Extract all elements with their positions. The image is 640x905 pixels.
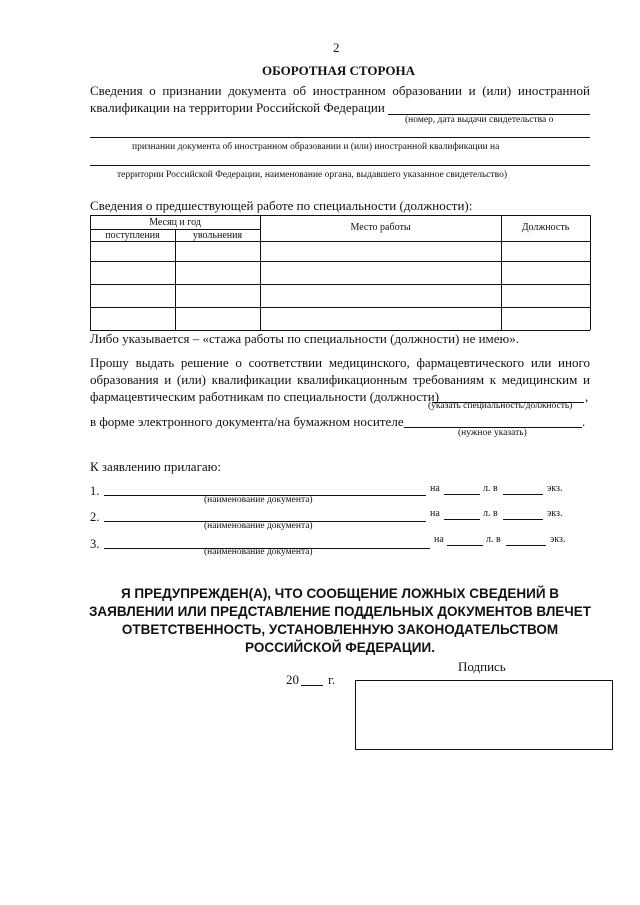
attachment-hint: (наименование документа) bbox=[204, 495, 313, 505]
table-header-end: увольнения bbox=[192, 230, 243, 241]
attachment-number: 1. bbox=[90, 484, 100, 498]
recognition-fill-line-3[interactable] bbox=[90, 165, 590, 166]
word: соответствии bbox=[248, 355, 323, 370]
word: (или) bbox=[176, 372, 206, 387]
word: образования bbox=[90, 372, 159, 387]
request-line4: в форме электронного документа/на бумажном носителе bbox=[90, 414, 404, 429]
signature-box[interactable] bbox=[355, 680, 613, 750]
word: и bbox=[164, 372, 172, 387]
table-header-start: поступления bbox=[105, 230, 160, 241]
word: признании bbox=[162, 83, 222, 98]
word: требованиям bbox=[412, 372, 485, 387]
attachment-number: 2. bbox=[90, 510, 100, 524]
recognition-hint-2: признании документа об иностранном образовании и (или) иностранной квалификации на bbox=[132, 142, 500, 152]
page-number: 2 bbox=[333, 40, 340, 55]
recognition-hint-1: (номер, дата выдачи свидетельства о bbox=[405, 115, 554, 125]
word: образовании bbox=[392, 83, 462, 98]
recognition-fill-line-2[interactable] bbox=[90, 137, 590, 138]
word: медицинского, bbox=[328, 355, 410, 370]
word: иностранной bbox=[517, 83, 590, 98]
recognition-hint-3: территории Российской Федерации, наименование органа, выдавшего указанное свидетельство) bbox=[117, 170, 508, 180]
word: Сведения bbox=[90, 83, 143, 98]
word: и bbox=[468, 83, 476, 98]
word: иностранном bbox=[312, 83, 386, 98]
page-heading: ОБОРОТНАЯ СТОРОНА bbox=[262, 63, 415, 78]
word: квалификации bbox=[211, 372, 292, 387]
word: фармацевтического bbox=[416, 355, 525, 370]
work-title: Сведения о предшествующей работе по специальности (должности): bbox=[90, 198, 473, 213]
attachment-on-label: на bbox=[430, 483, 440, 494]
word: медицинским bbox=[501, 372, 578, 387]
word: к bbox=[489, 372, 497, 387]
attachment-sheets-field[interactable] bbox=[444, 519, 480, 520]
attachment-sheets-label: л. в bbox=[483, 508, 498, 519]
attachment-number: 3. bbox=[90, 537, 100, 551]
recognition-line2: квалификации на территории Российской Федерации bbox=[90, 100, 385, 115]
table-header-month-year: Месяц и год bbox=[149, 217, 201, 228]
attachment-on-label: на bbox=[434, 534, 444, 545]
word: об bbox=[292, 83, 307, 98]
attachment-copies-label: экз. bbox=[547, 483, 563, 494]
word: выдать bbox=[135, 355, 175, 370]
attachment-copies-label: экз. bbox=[547, 508, 563, 519]
attachment-copies-field[interactable] bbox=[503, 519, 543, 520]
warning-line-2: ЗАЯВЛЕНИИ ИЛИ ПРЕДСТАВЛЕНИЕ ПОДДЕЛЬНЫХ ДОКУМЕНТОВ ВЛЕЧЕТ bbox=[88, 604, 592, 619]
attachment-copies-field[interactable] bbox=[506, 545, 546, 546]
date-year-prefix: 20 bbox=[286, 672, 299, 687]
attachment-on-label: на bbox=[430, 508, 440, 519]
word: или bbox=[530, 355, 552, 370]
word: Прошу bbox=[90, 355, 129, 370]
word: о bbox=[235, 355, 242, 370]
warning-line-3: ОТВЕТСТВЕННОСТЬ, УСТАНОВЛЕННУЮ ЗАКОНОДАТЕЛЬСТВОМ bbox=[121, 622, 559, 637]
attachment-sheets-label: л. в bbox=[483, 483, 498, 494]
warning-line-4: РОССИЙСКОЙ ФЕДЕРАЦИИ. bbox=[245, 640, 435, 655]
request-line1 bbox=[90, 355, 590, 371]
attachment-copies-label: экз. bbox=[550, 534, 566, 545]
word: иного bbox=[558, 355, 590, 370]
form-choice-hint: (нужное указать) bbox=[458, 428, 527, 438]
word: (или) bbox=[482, 83, 512, 98]
word: решение bbox=[180, 355, 229, 370]
attachment-sheets-field[interactable] bbox=[447, 545, 483, 546]
attachment-sheets-field[interactable] bbox=[444, 494, 480, 495]
word: о bbox=[149, 83, 156, 98]
attachments-title: К заявлению прилагаю: bbox=[90, 459, 222, 474]
signature-label: Подпись bbox=[458, 659, 506, 674]
request-line3: фармацевтическим работникам по специальности (должности) bbox=[90, 389, 440, 404]
request-line4-end: . bbox=[582, 414, 586, 429]
attachment-sheets-label: л. в bbox=[486, 534, 501, 545]
attachment-hint: (наименование документа) bbox=[204, 547, 313, 557]
recognition-line1 bbox=[90, 83, 590, 99]
attachment-copies-field[interactable] bbox=[503, 494, 543, 495]
table-header-place: Место работы bbox=[350, 222, 411, 233]
warning-line-1: Я ПРЕДУПРЕЖДЕН(А), ЧТО СООБЩЕНИЕ ЛОЖНЫХ СВЕДЕНИЙ В bbox=[120, 586, 560, 601]
date-year-suffix: г. bbox=[328, 672, 336, 687]
table-header-position: Должность bbox=[521, 222, 570, 233]
word: и bbox=[583, 372, 590, 387]
attachment-hint: (наименование документа) bbox=[204, 521, 313, 531]
request-line3-end: , bbox=[585, 389, 589, 404]
word: квалификационным bbox=[297, 372, 408, 387]
word: документа bbox=[228, 83, 287, 98]
specialty-hint: (указать специальность/должность) bbox=[428, 401, 573, 411]
request-line2 bbox=[90, 372, 590, 388]
no-experience-note: Либо указывается – «стажа работы по специальности (должности) не имею». bbox=[90, 331, 520, 346]
date-year-field[interactable] bbox=[301, 685, 323, 686]
